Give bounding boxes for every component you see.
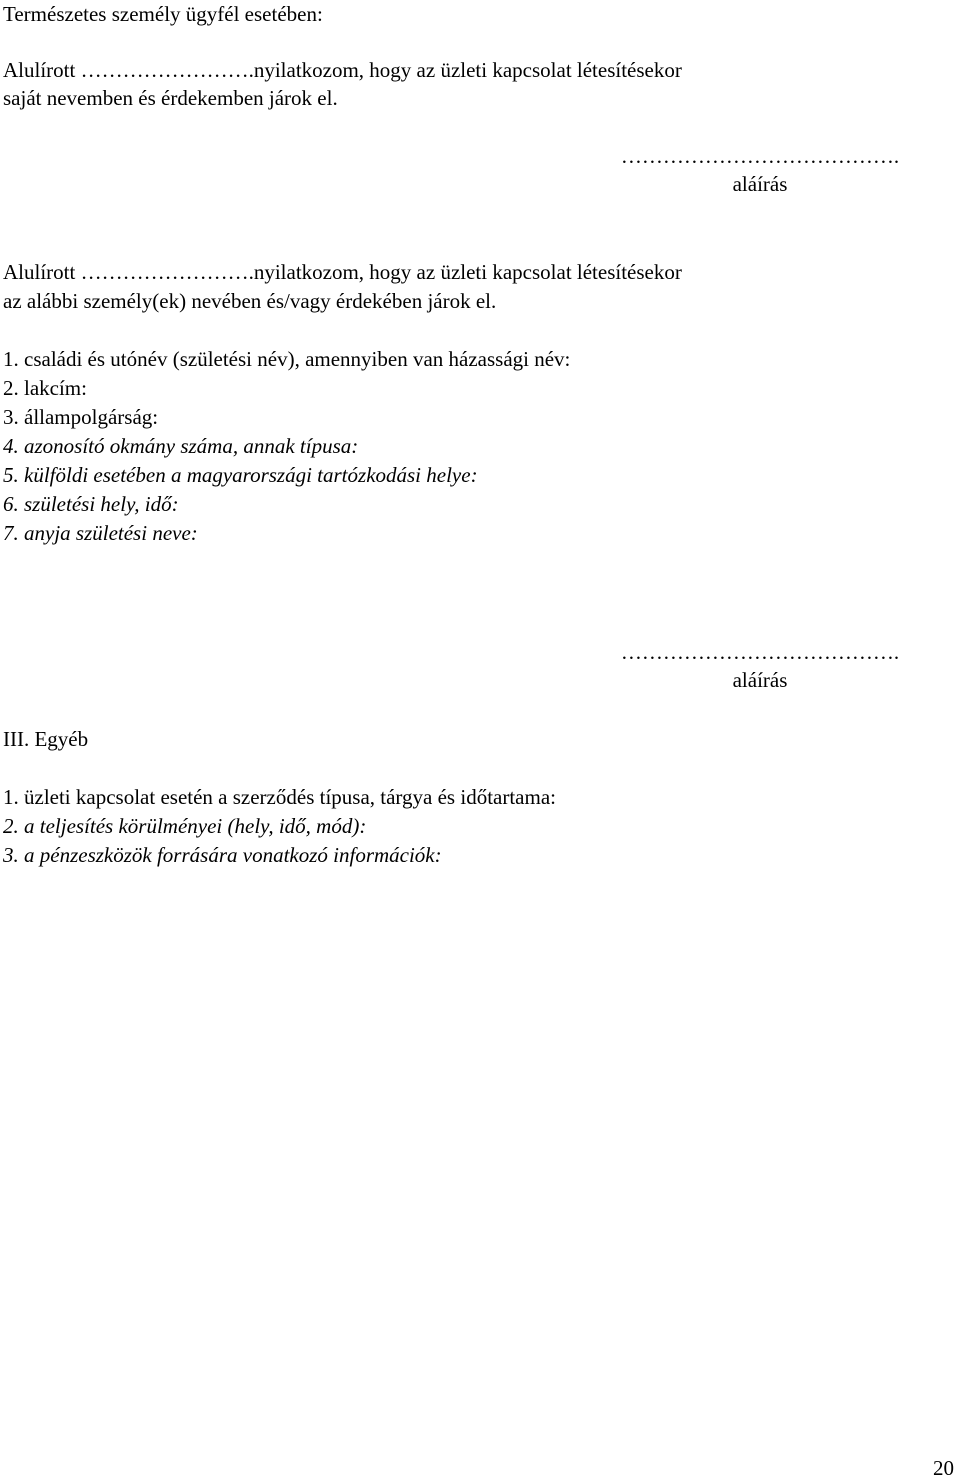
others-behalf-statement-line1: Alulírott …………………….nyilatkozom, hogy az üzleti kapcsolat létesítésekor	[3, 260, 682, 284]
field-foreign-residence: 5. külföldi esetében a magyarországi tartózkodási helye:	[3, 463, 478, 487]
own-behalf-statement-line1: Alulírott …………………….nyilatkozom, hogy az üzleti kapcsolat létesítésekor	[3, 58, 682, 82]
signature-block-1	[560, 142, 960, 198]
others-behalf-statement-line2: az alábbi személy(ek) nevében és/vagy érdekében járok el.	[3, 289, 497, 313]
signature-block-2	[560, 638, 960, 694]
page-number: 20	[933, 1456, 954, 1480]
field-mother-birth-name: 7. anyja születési neve:	[3, 521, 198, 545]
signature-line: ………………………………….	[620, 144, 900, 168]
signature-line: ………………………………….	[620, 640, 900, 664]
other-item-contract: 1. üzleti kapcsolat esetén a szerződés típusa, tárgya és időtartama:	[3, 785, 556, 809]
field-address: 2. lakcím:	[3, 376, 87, 400]
field-birth-place-date: 6. születési hely, idő:	[3, 492, 179, 516]
field-citizenship: 3. állampolgárság:	[3, 405, 159, 429]
other-item-funds-source: 3. a pénzeszközök forrására vonatkozó információk:	[3, 843, 442, 867]
section-heading-other: III. Egyéb	[3, 727, 89, 751]
signature-label: aláírás	[732, 668, 788, 692]
section-heading-natural-person: Természetes személy ügyfél esetében:	[3, 2, 323, 26]
other-item-performance: 2. a teljesítés körülményei (hely, idő, mód):	[3, 814, 367, 838]
field-family-name: 1. családi és utónév (születési név), amennyiben van házassági név:	[3, 347, 571, 371]
signature-label: aláírás	[732, 172, 788, 196]
own-behalf-statement-line2: saját nevemben és érdekemben járok el.	[3, 86, 338, 110]
field-id-document: 4. azonosító okmány száma, annak típusa:	[3, 434, 359, 458]
